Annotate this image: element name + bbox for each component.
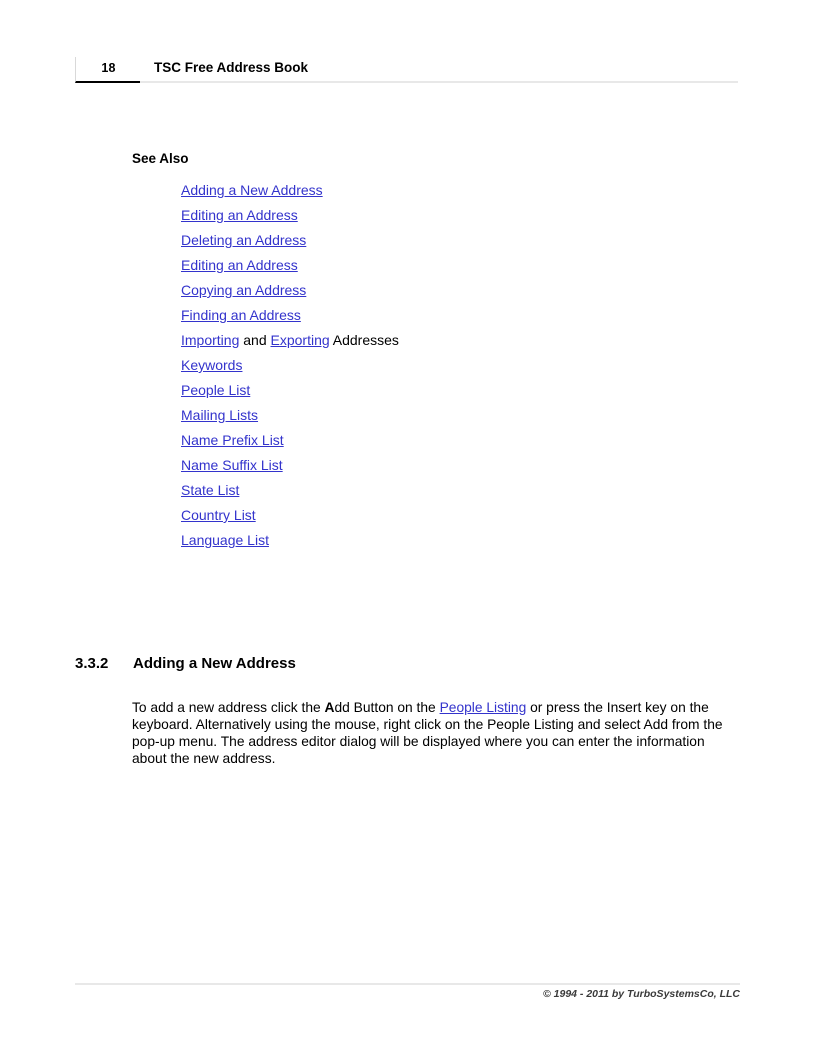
see-also-link-list xyxy=(132,178,772,553)
section-heading xyxy=(75,655,735,672)
body-text-part3: or press the Insert key on the keyboard. Alternatively using the mouse, right click on the People Listing and select Add from the pop-up menu. The address editor dialog will be displayed where you can enter the information about the new address. xyxy=(132,699,723,766)
link-adding-a-new-address[interactable]: Adding a New Address xyxy=(181,182,323,198)
list-item xyxy=(181,428,772,453)
link-state-list[interactable]: State List xyxy=(181,482,240,498)
link-editing-an-address[interactable]: Editing an Address xyxy=(181,207,298,223)
page-number: 18 xyxy=(101,61,116,75)
footer-divider xyxy=(75,983,740,985)
link-people-listing[interactable]: People Listing xyxy=(439,699,527,715)
link-copying-an-address[interactable]: Copying an Address xyxy=(181,282,307,298)
list-item xyxy=(181,378,772,403)
document-title: TSC Free Address Book xyxy=(154,60,309,75)
link-mailing-lists[interactable]: Mailing Lists xyxy=(181,407,259,423)
link-country-list[interactable]: Country List xyxy=(181,507,256,523)
mixed-line-tail: Addresses xyxy=(329,332,399,348)
copyright-notice: © 1994 - 2011 by TurboSystemsCo, LLC xyxy=(543,988,740,1000)
list-item xyxy=(181,253,772,278)
page-header xyxy=(75,57,738,85)
list-item xyxy=(181,528,772,553)
body-bold-accelerator: A xyxy=(324,699,335,715)
list-item xyxy=(181,278,772,303)
link-people-list[interactable]: People List xyxy=(181,382,251,398)
see-also-section xyxy=(132,150,772,553)
list-item xyxy=(181,453,772,478)
header-title-cell xyxy=(140,57,738,83)
section-number: 3.3.2 xyxy=(75,655,109,672)
list-item xyxy=(181,503,772,528)
list-item-importing-exporting xyxy=(181,328,772,353)
link-name-prefix-list[interactable]: Name Prefix List xyxy=(181,432,284,448)
list-item xyxy=(181,178,772,203)
link-exporting[interactable]: Exporting xyxy=(270,332,330,348)
body-text-part2: dd Button on the xyxy=(334,699,440,715)
list-item xyxy=(181,228,772,253)
list-item xyxy=(181,478,772,503)
link-deleting-an-address[interactable]: Deleting an Address xyxy=(181,232,307,248)
page-footer xyxy=(75,983,740,1007)
page-number-cell xyxy=(75,57,140,83)
link-editing-an-address-2[interactable]: Editing an Address xyxy=(181,257,298,273)
link-importing[interactable]: Importing xyxy=(181,332,240,348)
link-finding-an-address[interactable]: Finding an Address xyxy=(181,307,301,323)
link-name-suffix-list[interactable]: Name Suffix List xyxy=(181,457,283,473)
list-item xyxy=(181,403,772,428)
link-language-list[interactable]: Language List xyxy=(181,532,269,548)
link-keywords[interactable]: Keywords xyxy=(181,357,243,373)
list-item xyxy=(181,303,772,328)
list-item xyxy=(181,203,772,228)
section-title: Adding a New Address xyxy=(133,655,296,672)
see-also-heading: See Also xyxy=(132,151,189,166)
body-text-part1: To add a new address click the xyxy=(132,699,325,715)
list-item xyxy=(181,353,772,378)
mixed-line-conjunction: and xyxy=(239,332,271,348)
section-body-paragraph xyxy=(132,699,738,767)
